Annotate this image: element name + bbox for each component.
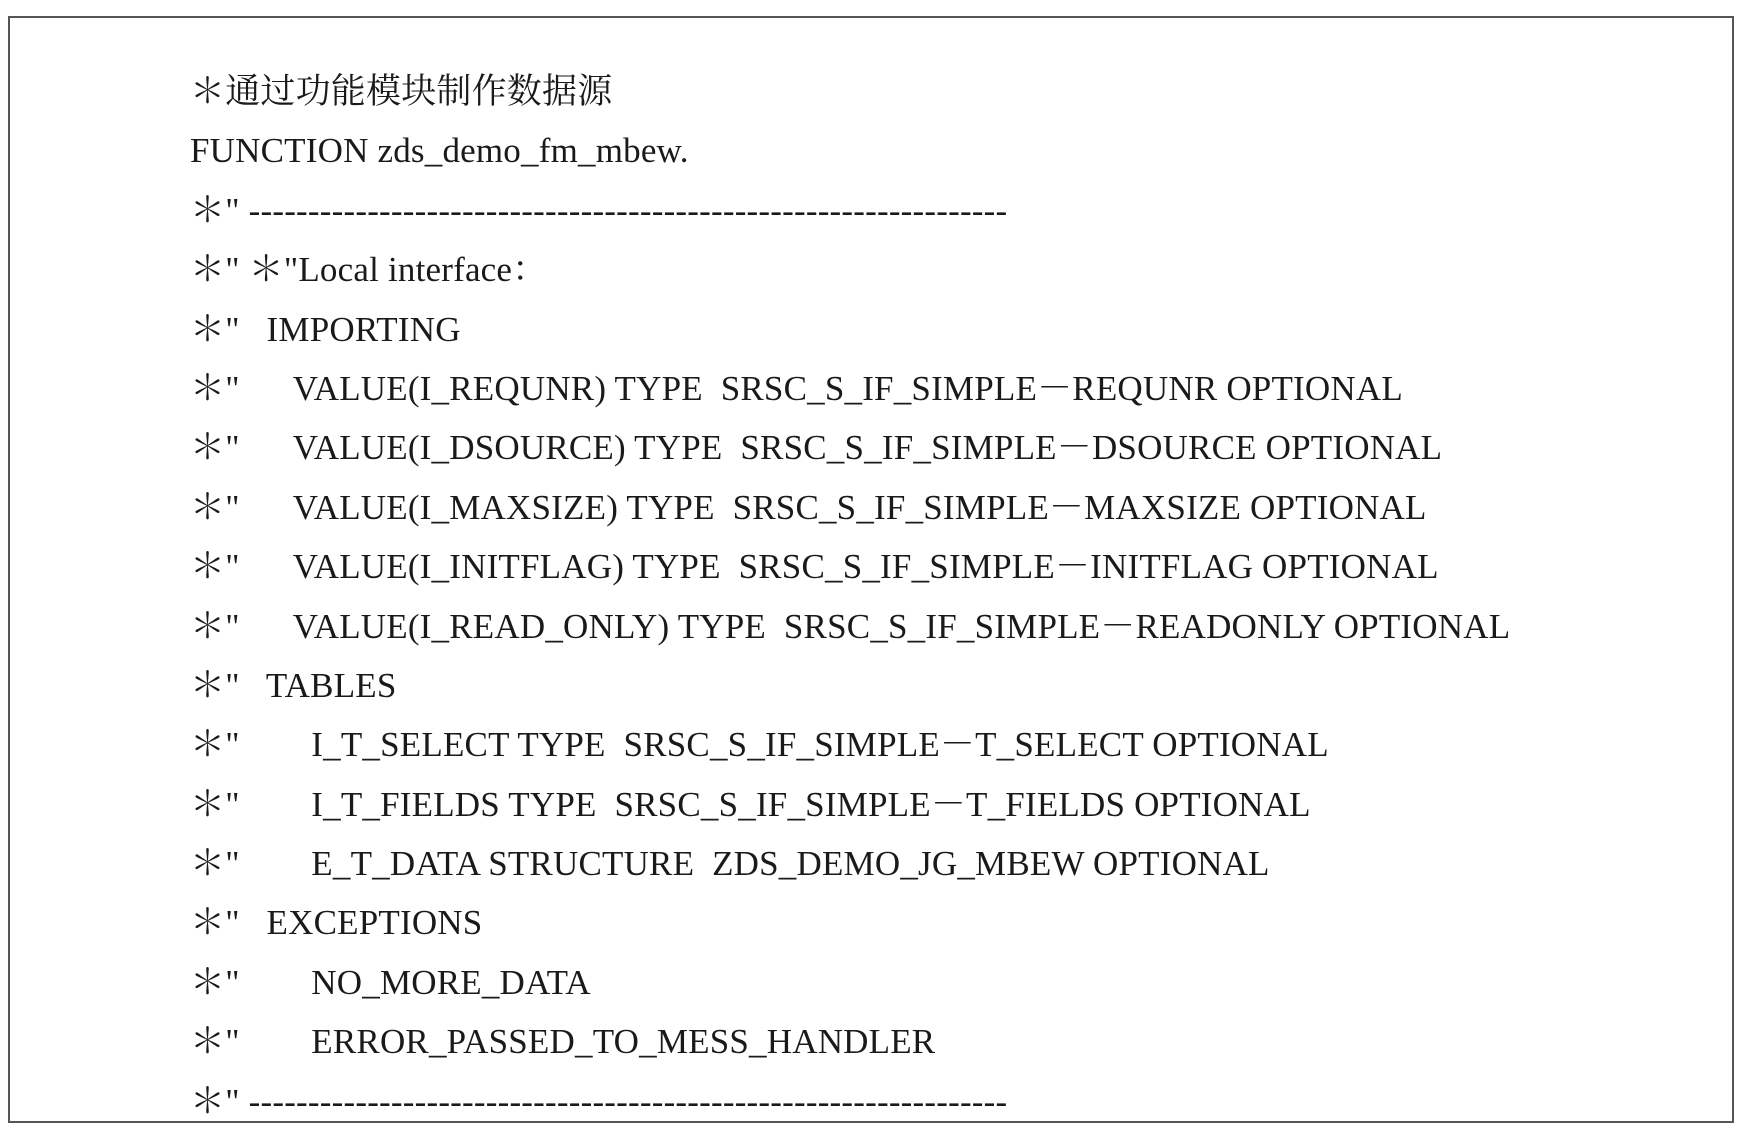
code-exception-no-more-data: ＊" NO_MORE_DATA [190,962,591,1002]
code-exception-error-passed: ＊" ERROR_PASSED_TO_MESS_HANDLER [190,1022,936,1062]
code-param-initflag: ＊" VALUE(I_INITFLAG) TYPE SRSC_S_IF_SIMPLE－INITFLAG OPTIONAL [190,547,1439,587]
code-param-dsource: ＊" VALUE(I_DSOURCE) TYPE SRSC_S_IF_SIMPLE－DSOURCE OPTIONAL [190,428,1443,468]
code-table-t-select: ＊" I_T_SELECT TYPE SRSC_S_IF_SIMPLE－T_SELECT OPTIONAL [190,725,1329,765]
code-tables-header: ＊" TABLES [190,665,397,705]
code-listing [190,62,1730,1131]
code-table-e-t-data: ＊" E_T_DATA STRUCTURE ZDS_DEMO_JG_MBEW OPTIONAL [190,844,1270,884]
code-param-maxsize: ＊" VALUE(I_MAXSIZE) TYPE SRSC_S_IF_SIMPLE－MAXSIZE OPTIONAL [190,487,1427,527]
code-listing-frame [8,16,1734,1123]
code-param-requnr: ＊" VALUE(I_REQUNR) TYPE SRSC_S_IF_SIMPLE－REQUNR OPTIONAL [190,368,1403,408]
code-table-t-fields: ＊" I_T_FIELDS TYPE SRSC_S_IF_SIMPLE－T_FIELDS OPTIONAL [190,784,1311,824]
code-separator-bottom: ＊" ---------------------------------------------------------------- [190,1081,1008,1121]
code-local-interface: ＊" ＊"Local interface： [190,250,548,290]
code-function-declaration: FUNCTION zds_demo_fm_mbew. [190,131,689,171]
code-param-read-only: ＊" VALUE(I_READ_ONLY) TYPE SRSC_S_IF_SIMPLE－READONLY OPTIONAL [190,606,1511,646]
code-separator-top: ＊" ---------------------------------------------------------------- [190,190,1008,230]
code-importing-header: ＊" IMPORTING [190,309,461,349]
code-comment-title: ＊通过功能模块制作数据源 [190,72,613,111]
code-exceptions-header: ＊" EXCEPTIONS [190,903,483,943]
